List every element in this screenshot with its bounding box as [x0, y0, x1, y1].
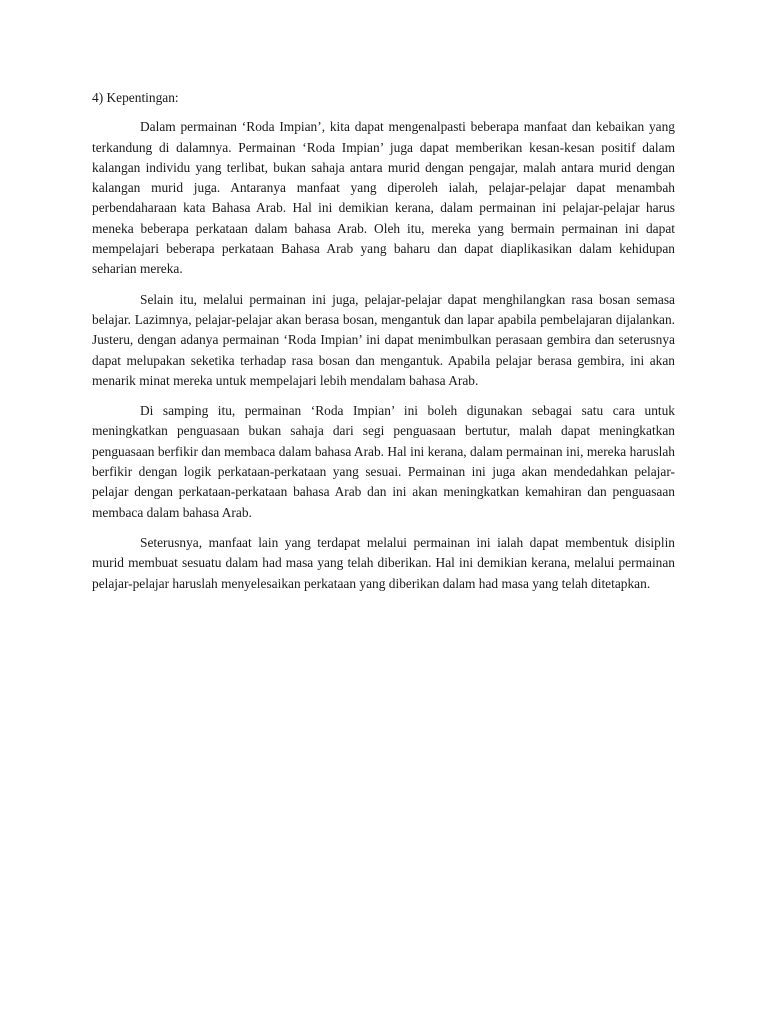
section-heading: 4) Kepentingan: [92, 90, 179, 105]
paragraph-1: Dalam permainan ‘Roda Impian’, kita dapat mengenalpasti beberapa manfaat dan kebaikan yang terkandung di dalamnya. Permainan ‘Roda Impian’ juga dapat memberikan kesan-kesan positif dalam kalangan individu yang terlibat, bukan sahaja antara murid dengan pengajar, malah antara murid dengan kalangan murid juga. Antaranya manfaat yang diperoleh ialah, pelajar-pelajar dapat menambah perbendaharaan kata Bahasa Arab. Hal ini demikian kerana, dalam permainan ini pelajar-pelajar harus meneka beberapa perkataan dalam bahasa Arab. Oleh itu, mereka yang bermain permainan ini dapat mempelajari beberapa perkataan Bahasa Arab yang baharu dan dapat diaplikasikan dalam kehidupan seharian mereka. [92, 119, 675, 277]
document-body [92, 88, 675, 604]
paragraph-4: Seterusnya, manfaat lain yang terdapat melalui permainan ini ialah dapat membentuk disiplin murid membuat sesuatu dalam had masa yang telah diberikan. Hal ini demikian kerana, melalui permainan pelajar-pelajar haruslah menyelesaikan perkataan yang diberikan dalam had masa yang telah ditetapkan. [92, 534, 675, 591]
paragraph-3: Di samping itu, permainan ‘Roda Impian’ ini boleh digunakan sebagai satu cara untuk meningkatkan penguasaan bukan sahaja dari segi penguasaan bertutur, malah dapat meningkatkan penguasaan berfikir dan membaca dalam bahasa Arab. Hal ini kerana, dalam permainan ini, mereka haruslah berfikir dengan logik perkataan-perkataan yang sesuai. Permainan ini juga akan mendedahkan pelajar-pelajar dengan perkataan-perkataan bahasa Arab dan ini akan meningkatkan kemahiran dan penguasaan membaca dalam bahasa Arab. [92, 403, 675, 520]
paragraph-2: Selain itu, melalui permainan ini juga, pelajar-pelajar dapat menghilangkan rasa bosan semasa belajar. Lazimnya, pelajar-pelajar akan berasa bosan, mengantuk dan lapar apabila pembelajaran dijalankan. Justeru, dengan adanya permainan ‘Roda Impian’ ini dapat menimbulkan perasaan gembira dan seterusnya dapat melupakan seketika terhadap rasa bosan dan mengantuk. Apabila pelajar berasa gembira, ini akan menarik minat mereka untuk mempelajari lebih mendalam bahasa Arab. [92, 291, 675, 388]
